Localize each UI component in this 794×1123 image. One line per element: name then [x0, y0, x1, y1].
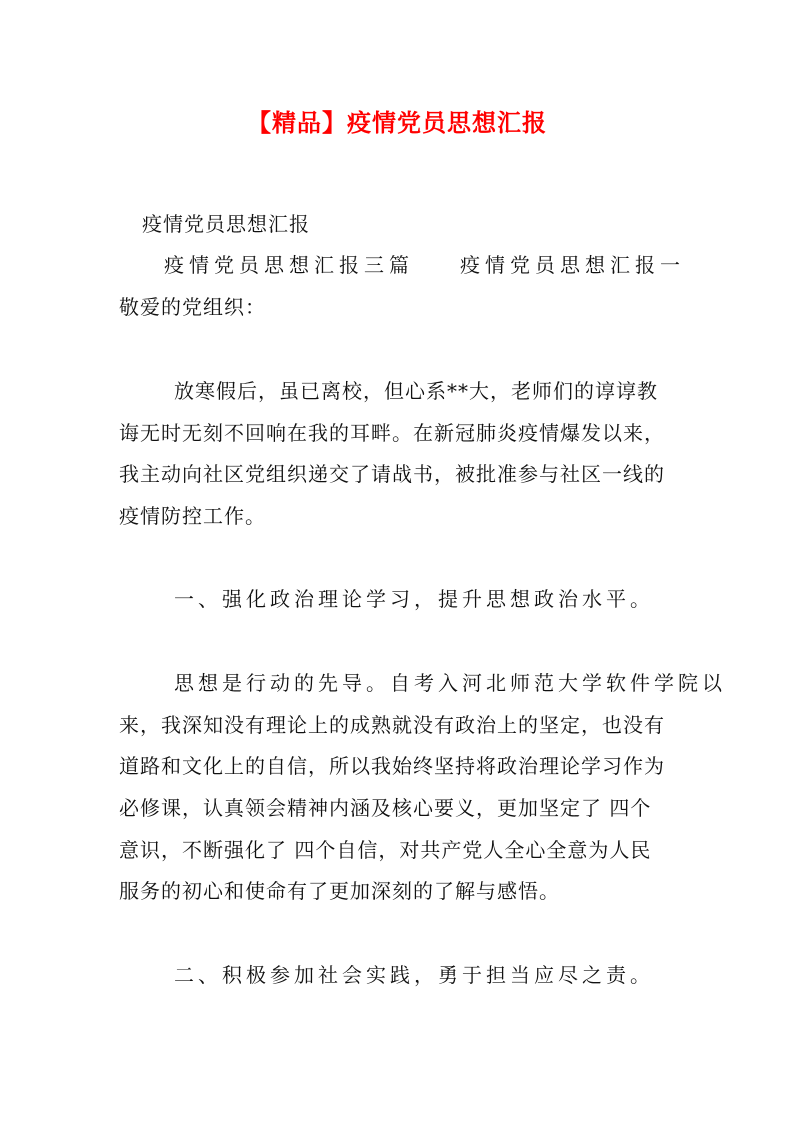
- paragraph-line: 放寒假后，虽已离校，但心系**大，老师们的谆谆教: [174, 379, 658, 403]
- subtitle-right: 疫情党员思想汇报一: [460, 253, 685, 277]
- paragraph-line: 思想是行动的先导。自考入河北师范大学软件学院以: [174, 671, 726, 695]
- document-heading: 疫情党员思想汇报: [142, 212, 310, 236]
- paragraph-line: 我主动向社区党组织递交了请战书，被批准参与社区一线的: [119, 462, 665, 486]
- subtitle-left: 疫情党员思想汇报三篇: [164, 253, 414, 277]
- salutation: 敬爱的党组织：: [119, 295, 266, 319]
- paragraph-line: 意识，不断强化了 四个自信，对共产党人全心全意为人民: [119, 838, 652, 862]
- paragraph-line: 道路和文化上的自信，所以我始终坚持将政治理论学习作为: [119, 754, 665, 778]
- paragraph-line: 服务的初心和使命有了更加深刻的了解与感悟。: [119, 879, 560, 903]
- paragraph-line: 疫情防控工作。: [119, 504, 266, 528]
- paragraph-line: 诲无时无刻不回响在我的耳畔。在新冠肺炎疫情爆发以来，: [119, 421, 665, 445]
- section-heading-2: 二、积极参加社会实践，勇于担当应尽之责。: [174, 963, 654, 987]
- paragraph-line: 来，我深知没有理论上的成熟就没有政治上的坚定，也没有: [119, 713, 665, 737]
- paragraph-line: 必修课，认真领会精神内涵及核心要义，更加坚定了 四个: [119, 796, 652, 820]
- document-title: 【精品】疫情党员思想汇报: [247, 108, 547, 137]
- section-heading-1: 一、强化政治理论学习，提升思想政治水平。: [174, 587, 654, 611]
